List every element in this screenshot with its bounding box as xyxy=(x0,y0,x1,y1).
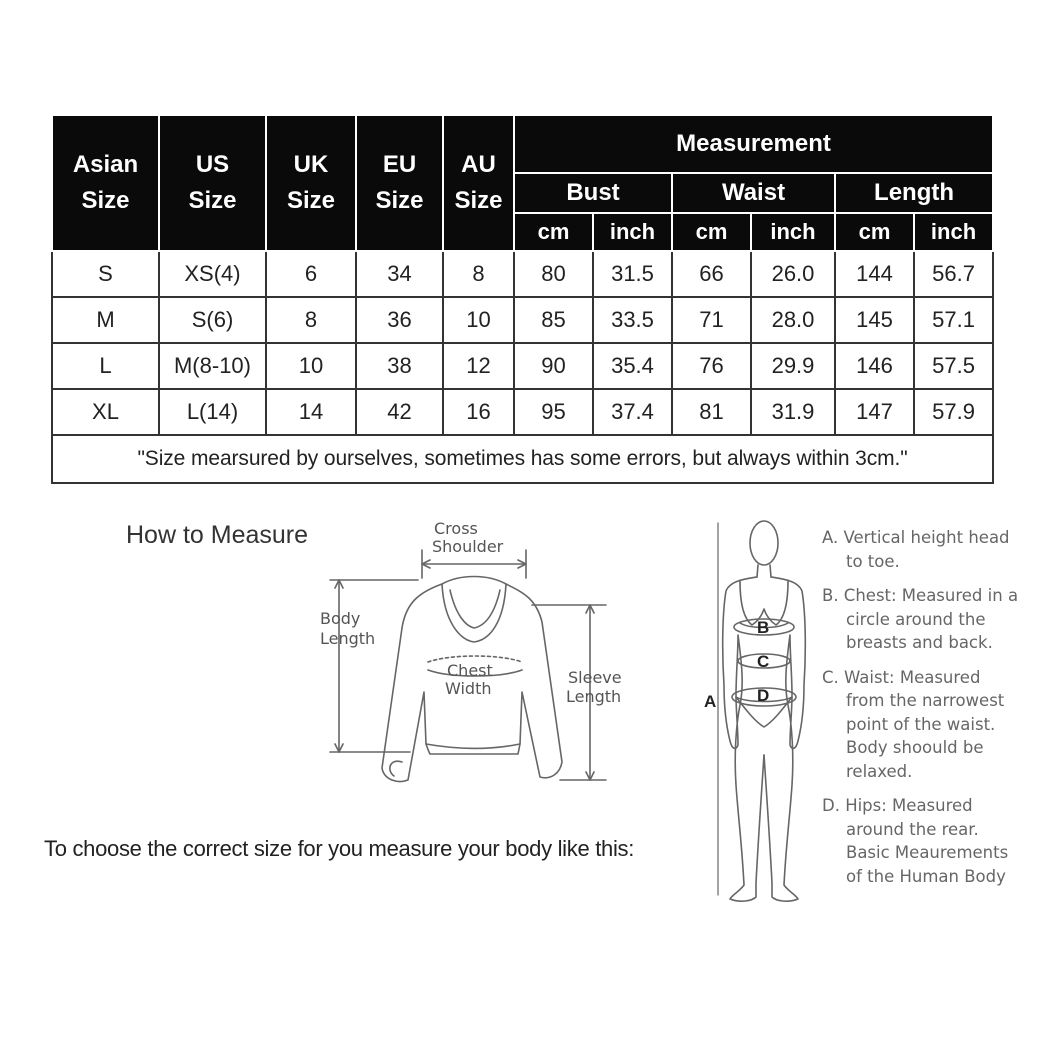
shirt-label: Width xyxy=(445,679,492,698)
table-cell: 80 xyxy=(514,251,593,297)
shirt-label: Length xyxy=(566,687,622,706)
choose-size-instruction: To choose the correct size for you measure your body like this: xyxy=(44,836,635,861)
table-cell: L xyxy=(52,343,159,389)
how-to-measure-title: How to Measure xyxy=(126,521,309,549)
header-unit: cm xyxy=(835,213,914,251)
table-cell: 14 xyxy=(266,389,356,435)
size-chart-table xyxy=(51,114,994,484)
body-label-d: D xyxy=(757,686,770,705)
table-cell: 147 xyxy=(835,389,914,435)
body-label-c: C xyxy=(757,652,770,671)
table-cell: 57.1 xyxy=(914,297,993,343)
table-cell: 36 xyxy=(356,297,443,343)
table-cell: 71 xyxy=(672,297,751,343)
table-cell: 37.4 xyxy=(593,389,672,435)
table-cell: 95 xyxy=(514,389,593,435)
legend-item: D. Hips: Measured around the rear. Basic Meaurements of the Human Body xyxy=(822,796,1009,886)
header-asian-size: Asian Size xyxy=(52,115,159,251)
table-cell: XS(4) xyxy=(159,251,266,297)
table-cell: 56.7 xyxy=(914,251,993,297)
header-unit: inch xyxy=(593,213,672,251)
table-cell: 8 xyxy=(266,297,356,343)
header-unit: inch xyxy=(751,213,835,251)
header-au-size: AU Size xyxy=(443,115,514,251)
table-cell: 66 xyxy=(672,251,751,297)
body-measure-figure xyxy=(700,515,815,910)
header-unit: inch xyxy=(914,213,993,251)
table-cell: 38 xyxy=(356,343,443,389)
shirt-label: Cross xyxy=(434,519,478,538)
header-unit: cm xyxy=(514,213,593,251)
table-cell: XL xyxy=(52,389,159,435)
table-cell: 6 xyxy=(266,251,356,297)
table-cell: 31.5 xyxy=(593,251,672,297)
table-cell: 144 xyxy=(835,251,914,297)
header-bust: Bust xyxy=(514,173,672,213)
header-eu-size: EU Size xyxy=(356,115,443,251)
table-cell: 35.4 xyxy=(593,343,672,389)
table-cell: 81 xyxy=(672,389,751,435)
shirt-measure-diagram xyxy=(310,512,640,797)
table-cell: 8 xyxy=(443,251,514,297)
table-cell: 12 xyxy=(443,343,514,389)
table-cell: M xyxy=(52,297,159,343)
table-cell: 145 xyxy=(835,297,914,343)
legend-item: C. Waist: Measured from the narrowest point of the waist. Body shoould be relaxed. xyxy=(822,667,1005,781)
table-cell: 29.9 xyxy=(751,343,835,389)
table-cell: 42 xyxy=(356,389,443,435)
header-unit: cm xyxy=(672,213,751,251)
size-rows xyxy=(52,251,993,435)
measurement-legend xyxy=(822,526,1050,899)
table-cell: 33.5 xyxy=(593,297,672,343)
body-label-b: B xyxy=(757,618,770,637)
shirt-label: Body xyxy=(320,609,361,628)
table-cell: 76 xyxy=(672,343,751,389)
table-cell: 16 xyxy=(443,389,514,435)
table-cell: 26.0 xyxy=(751,251,835,297)
shirt-label: Shoulder xyxy=(432,537,504,556)
table-row xyxy=(52,389,993,435)
body-label-a: A xyxy=(704,692,717,711)
table-cell: 57.9 xyxy=(914,389,993,435)
header-measurement: Measurement xyxy=(514,115,993,173)
table-cell: 31.9 xyxy=(751,389,835,435)
table-cell: 10 xyxy=(266,343,356,389)
shirt-label: Chest xyxy=(447,661,493,680)
shirt-label: Sleeve xyxy=(568,668,622,687)
legend-item: A. Vertical height head to toe. xyxy=(822,528,1010,571)
table-cell: 28.0 xyxy=(751,297,835,343)
table-cell: 10 xyxy=(443,297,514,343)
table-cell: M(8-10) xyxy=(159,343,266,389)
shirt-label: Length xyxy=(320,629,376,648)
table-cell: 85 xyxy=(514,297,593,343)
size-note: "Size mearsured by ourselves, sometimes has some errors, but always within 3cm." xyxy=(52,435,993,483)
table-cell: S(6) xyxy=(159,297,266,343)
header-us-size: US Size xyxy=(159,115,266,251)
table-cell: 34 xyxy=(356,251,443,297)
legend-item: B. Chest: Measured in a circle around the breasts and back. xyxy=(822,586,1019,652)
table-cell: L(14) xyxy=(159,389,266,435)
header-length: Length xyxy=(835,173,993,213)
table-cell: S xyxy=(52,251,159,297)
table-row xyxy=(52,297,993,343)
table-cell: 146 xyxy=(835,343,914,389)
table-cell: 90 xyxy=(514,343,593,389)
table-cell: 57.5 xyxy=(914,343,993,389)
header-uk-size: UK Size xyxy=(266,115,356,251)
table-row xyxy=(52,251,993,297)
header-waist: Waist xyxy=(672,173,835,213)
table-row xyxy=(52,343,993,389)
